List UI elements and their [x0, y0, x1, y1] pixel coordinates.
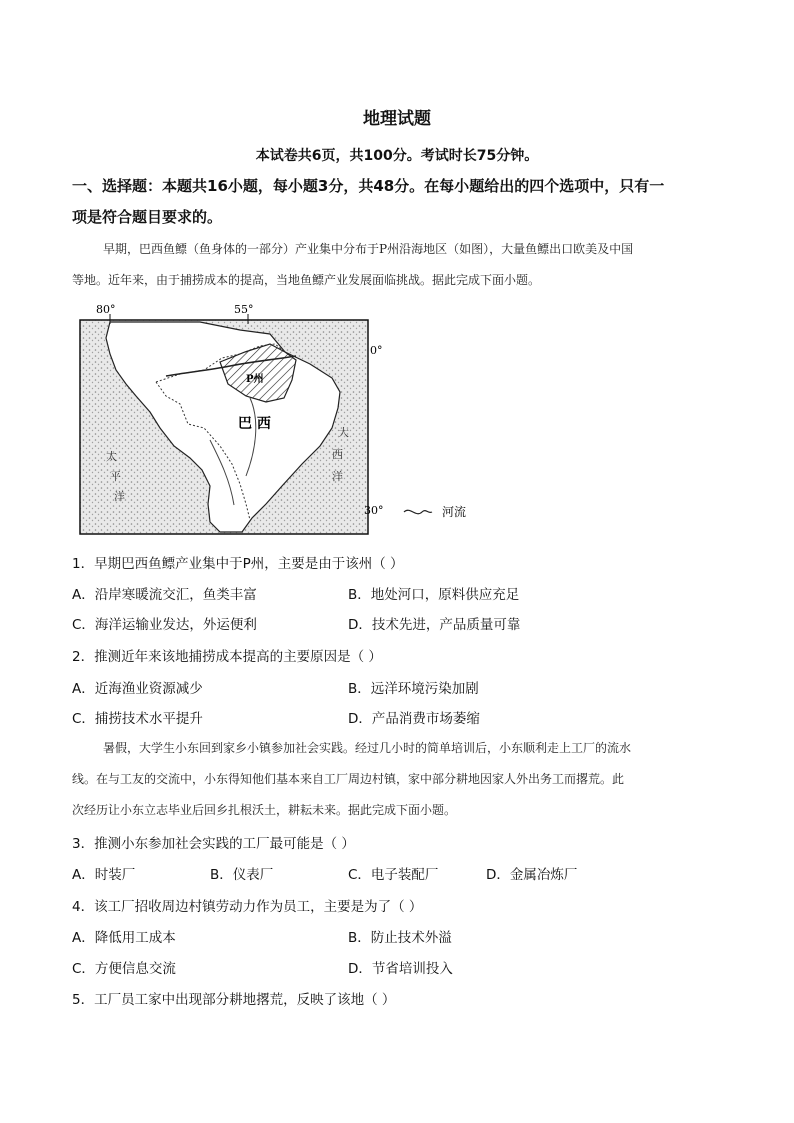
- legend: [404, 504, 466, 519]
- question-1-option-c[interactable]: C．海洋运输业发达，外运便利: [72, 617, 257, 633]
- section-heading-line1: 一、选择题：本题共16小题，每小题3分，共48分。在每小题给出的四个选项中，只有一: [72, 177, 665, 195]
- question-4-option-c[interactable]: C．方便信息交流: [72, 961, 176, 977]
- longitude-80-label: 80°: [96, 303, 116, 316]
- question-1-option-a[interactable]: A．沿岸寒暖流交汇，鱼类丰富: [72, 587, 257, 603]
- question-2-option-d[interactable]: D．产品消费市场萎缩: [348, 711, 480, 727]
- question-4-option-a[interactable]: A．降低用工成本: [72, 930, 176, 946]
- atlantic-char-1: 大: [338, 426, 349, 439]
- question-2-option-b[interactable]: B．远洋环境污染加剧: [348, 681, 479, 697]
- passage2-line3: 次经历让小东立志毕业后回乡扎根沃土，耕耘未来。据此完成下面小题。: [72, 803, 457, 817]
- question-4-stem: 4．该工厂招收周边村镇劳动力作为员工，主要是为了（ ）: [72, 899, 423, 915]
- question-3-option-d[interactable]: D．金属冶炼厂: [486, 867, 578, 883]
- latitude-30-label: 30°: [364, 504, 384, 517]
- question-1-option-b[interactable]: B．地处河口，原料供应充足: [348, 587, 520, 603]
- question-1-option-d[interactable]: D．技术先进，产品质量可靠: [348, 617, 521, 633]
- question-2-option-c[interactable]: C．捕捞技术水平提升: [72, 711, 203, 727]
- passage2-line1: 暑假，大学生小东回到家乡小镇参加社会实践。经过几小时的简单培训后，小东顺利走上工厂的流水: [103, 741, 632, 755]
- brazil-map-figure: [70, 300, 490, 540]
- exam-title: 地理试题: [363, 109, 431, 129]
- question-3-option-a[interactable]: A．时装厂: [72, 867, 136, 883]
- question-5-stem: 5．工厂员工家中出现部分耕地撂荒，反映了该地（ ）: [72, 992, 396, 1008]
- p-state-label: P州: [246, 374, 264, 385]
- atlantic-char-3: 洋: [332, 470, 343, 483]
- question-1-stem: 1．早期巴西鱼鳔产业集中于P州，主要是由于该州（ ）: [72, 556, 404, 572]
- equator-label: 0°: [370, 344, 383, 357]
- longitude-55-label: 55°: [234, 303, 254, 316]
- question-2-stem: 2．推测近年来该地捕捞成本提高的主要原因是（ ）: [72, 649, 382, 665]
- question-2-option-a[interactable]: A．近海渔业资源减少: [72, 681, 203, 697]
- section-heading-line2: 项是符合题目要求的。: [72, 208, 223, 226]
- question-4-option-d[interactable]: D．节省培训投入: [348, 961, 453, 977]
- river-legend-label: 河流: [442, 505, 467, 519]
- question-3-stem: 3．推测小东参加社会实践的工厂最可能是（ ）: [72, 836, 355, 852]
- question-4-option-b[interactable]: B．防止技术外溢: [348, 930, 452, 946]
- brazil-label: 巴 西: [238, 416, 271, 432]
- pacific-char-2: 平: [110, 470, 121, 483]
- question-3-option-b[interactable]: B．仪表厂: [210, 867, 274, 883]
- passage2-line2: 线。在与工友的交流中，小东得知他们基本来自工厂周边村镇，家中部分耕地因家人外出务工而撂荒。此: [72, 772, 625, 786]
- question-3-option-c[interactable]: C．电子装配厂: [348, 867, 439, 883]
- exam-subtitle: 本试卷共6页，共100分。考试时长75分钟。: [255, 148, 539, 164]
- pacific-char-3: 洋: [114, 490, 125, 503]
- pacific-char-1: 太: [106, 450, 117, 463]
- passage1-line2: 等地。近年来，由于捕捞成本的提高，当地鱼鳔产业发展面临挑战。据此完成下面小题。: [72, 273, 541, 287]
- passage1-line1: 早期，巴西鱼鳔（鱼身体的一部分）产业集中分布于P州沿海地区（如图），大量鱼鳔出口欧美及中国: [103, 242, 634, 256]
- river-legend-icon: [404, 510, 432, 513]
- atlantic-char-2: 西: [332, 448, 343, 461]
